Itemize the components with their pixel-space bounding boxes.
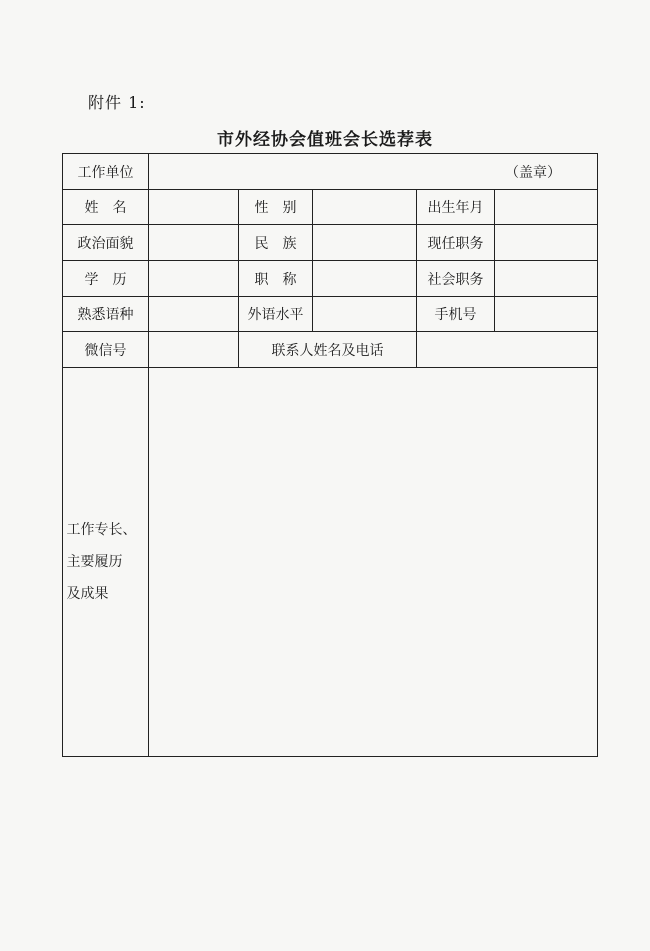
field-current-position[interactable] bbox=[495, 225, 599, 260]
label-social-position: 社会职务 bbox=[417, 261, 495, 296]
expertise-line-1: 工作专长、 bbox=[66, 522, 137, 538]
field-contact[interactable] bbox=[417, 332, 599, 367]
label-name: 姓名 bbox=[63, 190, 149, 224]
recommendation-form bbox=[62, 153, 598, 757]
label-current-position: 现任职务 bbox=[417, 225, 495, 260]
label-gender: 性别 bbox=[239, 190, 313, 224]
field-expertise[interactable] bbox=[149, 368, 599, 756]
row-wechat bbox=[63, 332, 597, 368]
expertise-line-3: 及成果 bbox=[66, 586, 109, 602]
label-birth-date: 出生年月 bbox=[417, 190, 495, 224]
field-language[interactable] bbox=[149, 297, 239, 331]
label-education: 学历 bbox=[63, 261, 149, 296]
field-social-position[interactable] bbox=[495, 261, 599, 296]
field-language-level[interactable] bbox=[313, 297, 417, 331]
label-political-status: 政治面貌 bbox=[63, 225, 149, 260]
row-political bbox=[63, 225, 597, 261]
label-language: 熟悉语种 bbox=[63, 297, 149, 331]
label-ethnicity: 民族 bbox=[239, 225, 313, 260]
field-political-status[interactable] bbox=[149, 225, 239, 260]
row-expertise bbox=[63, 368, 597, 756]
row-education bbox=[63, 261, 597, 297]
expertise-line-2: 主要履历 bbox=[66, 554, 123, 570]
label-contact: 联系人姓名及电话 bbox=[239, 332, 417, 367]
field-ethnicity[interactable] bbox=[313, 225, 417, 260]
page-title: 市外经协会值班会长选荐表 bbox=[217, 130, 433, 150]
field-wechat[interactable] bbox=[149, 332, 239, 367]
label-wechat: 微信号 bbox=[63, 332, 149, 367]
attachment-label: 附件 1: bbox=[88, 93, 146, 112]
row-name bbox=[63, 190, 597, 225]
field-name[interactable] bbox=[149, 190, 239, 224]
label-expertise bbox=[63, 368, 149, 756]
field-phone[interactable] bbox=[495, 297, 599, 331]
label-title: 职称 bbox=[239, 261, 313, 296]
field-gender[interactable] bbox=[313, 190, 417, 224]
label-phone: 手机号 bbox=[417, 297, 495, 331]
label-language-level: 外语水平 bbox=[239, 297, 313, 331]
field-title[interactable] bbox=[313, 261, 417, 296]
seal-note: （盖章） bbox=[505, 164, 561, 181]
row-language bbox=[63, 297, 597, 332]
field-education[interactable] bbox=[149, 261, 239, 296]
row-work-unit bbox=[63, 154, 597, 190]
field-birth-date[interactable] bbox=[495, 190, 599, 224]
label-work-unit: 工作单位 bbox=[63, 154, 149, 189]
